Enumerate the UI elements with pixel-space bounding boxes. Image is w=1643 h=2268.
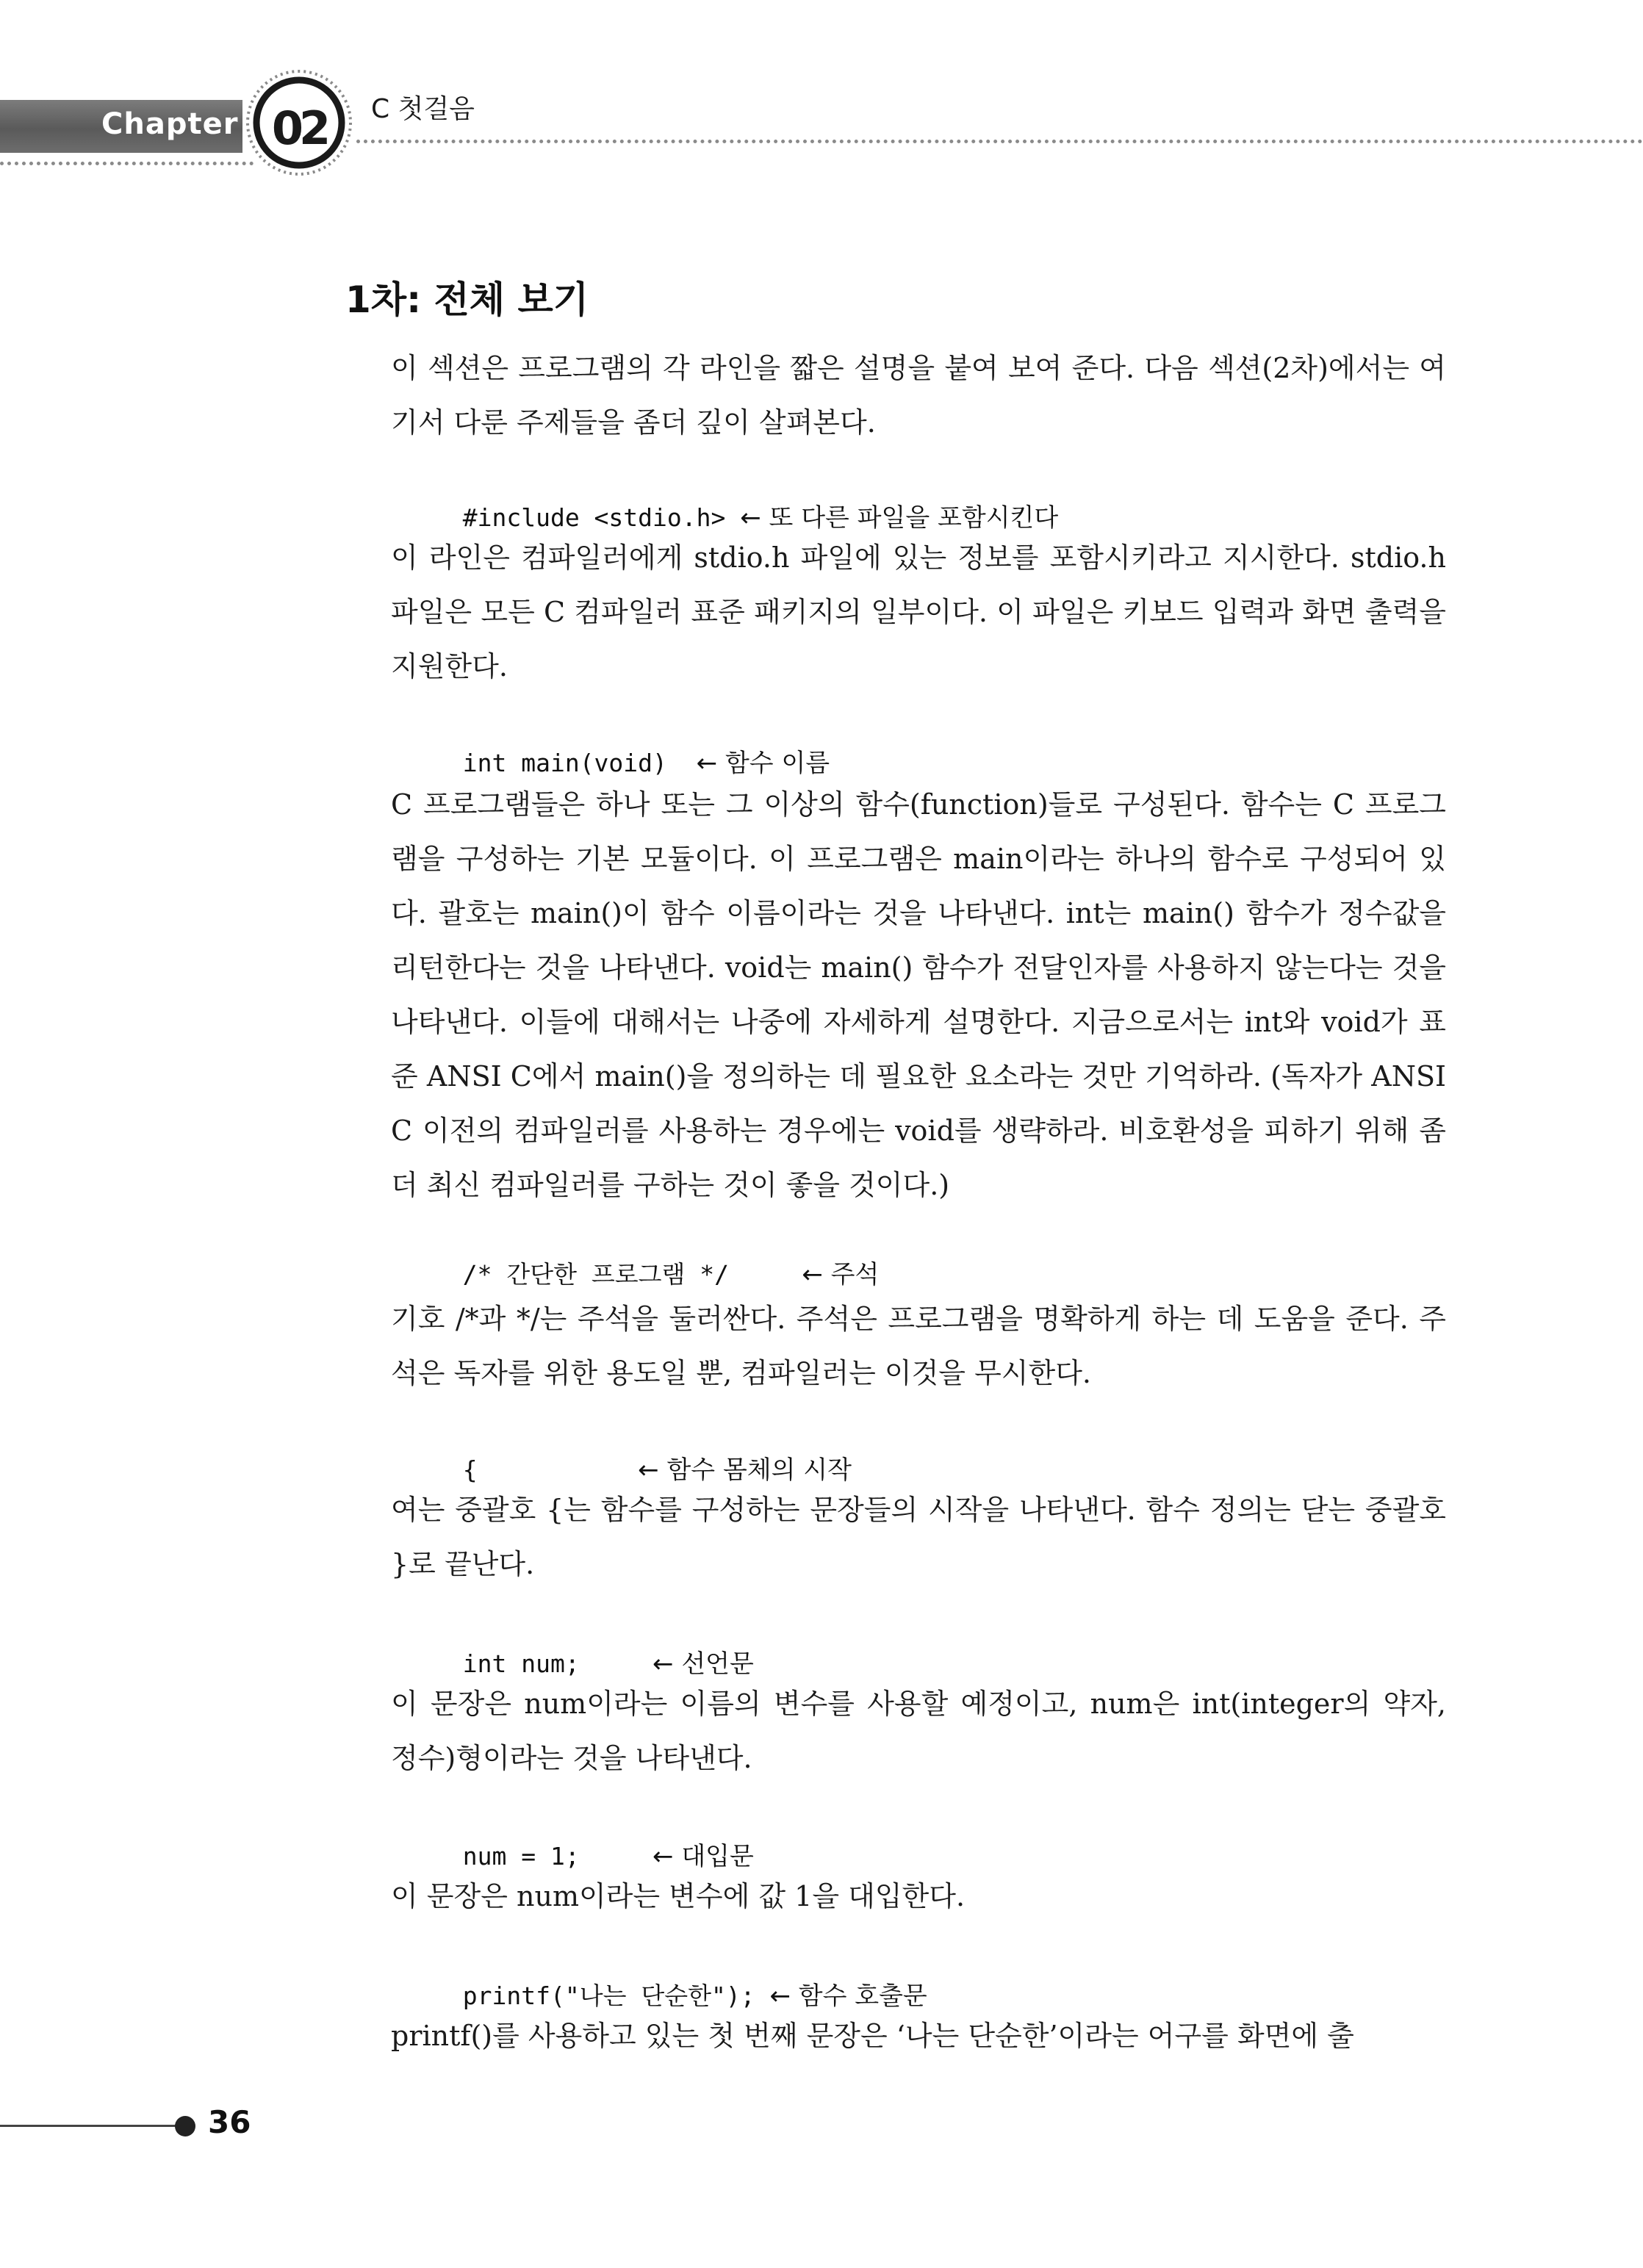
code-text: num = 1; (462, 1842, 580, 1871)
code-line-printf (434, 1947, 927, 2012)
code-line-include (434, 469, 1058, 533)
section-title: 1차: 전체 보기 (345, 278, 589, 321)
code-text: #include <stdio.h> (462, 503, 726, 532)
chapter-label: Chapter (101, 107, 239, 141)
code-text: /* 간단한 프로그램 */ (462, 1260, 729, 1289)
code-annotation: ← 선언문 (652, 1649, 754, 1679)
code-annotation: ← 주석 (802, 1260, 880, 1289)
footer-bullet-icon (175, 2116, 195, 2136)
page-number: 36 (208, 2104, 251, 2140)
paragraph-intro: 이 섹션은 프로그램의 각 라인을 짧은 설명을 붙여 보여 준다. 다음 섹션(2차)에서는 여기서 다룬 주제들을 좀더 깊이 살펴본다. (391, 352, 1446, 439)
code-annotation: ← 또 다른 파일을 포함시킨다 (740, 503, 1059, 533)
code-text: int num; (462, 1649, 580, 1678)
code-text: { (462, 1455, 478, 1484)
code-annotation: ← 함수 이름 (696, 749, 830, 778)
code-line-assignment (434, 1807, 754, 1872)
footer-rule (0, 2125, 180, 2127)
code-line-comment (434, 1225, 879, 1290)
paragraph-printf: printf()를 사용하고 있는 첫 번째 문장은 ‘나는 단순한’이라는 어구를 화면에 출 (391, 2020, 1354, 2052)
header-dotted-rule-left (0, 162, 254, 165)
paragraph-assignment: 이 문장은 num이라는 변수에 값 1을 대입한다. (391, 1880, 966, 1912)
code-line-open-brace (434, 1421, 852, 1486)
header-dotted-rule-right (356, 140, 1643, 143)
paragraph-stdio: 이 라인은 컴파일러에게 stdio.h 파일에 있는 정보를 포함시키라고 지시한다. stdio.h 파일은 모든 C 컴파일러 표준 패키지의 일부이다. 이 파일은 키보드 입력과 화면 출력을 지원한다. (391, 541, 1446, 683)
code-annotation: ← 대입문 (652, 1842, 754, 1871)
chapter-number: 02 (271, 101, 327, 155)
code-text: printf("나는 단순한"); (462, 1981, 755, 2010)
paragraph-braces: 여는 중괄호 {는 함수를 구성하는 문장들의 시작을 나타낸다. 함수 정의는 닫는 중괄호 }로 끝난다. (391, 1494, 1446, 1580)
chapter-title: C 첫걸음 (371, 94, 475, 124)
code-line-main (434, 714, 830, 779)
code-line-declaration (434, 1615, 754, 1680)
paragraph-functions: C 프로그램들은 하나 또는 그 이상의 함수(function)들로 구성된다. 함수는 C 프로그램을 구성하는 기본 모듈이다. 이 프로그램은 main이라는 하나의 함수로 구성되어 있다. 괄호는 main()이 함수 이름이라는 것을 나타낸다. int는 main() 함수가 정수값을 리턴한다는 것을 나타낸다. void는 main() 함수가 전달인자를 사용하지 않는다는 것을 나타낸다. 이들에 대해서는 나중에 자세하게 설명한다. 지금으로서는 int와 void가 표준 ANSI C에서 main()을 정의하는 데 필요한 요소라는 것만 기억하라. (독자가 ANSI C 이전의 컴파일러를 사용하는 경우에는 void를 생략하라. 비호환성을 피하기 위해 좀더 최신 컴파일러를 구하는 것이 좋을 것이다.) (391, 788, 1446, 1201)
code-text: int main(void) (462, 749, 667, 777)
paragraph-comments: 기호 /*과 */는 주석을 둘러싼다. 주석은 프로그램을 명확하게 하는 데 도움을 준다. 주석은 독자를 위한 용도일 뿐, 컴파일러는 이것을 무시한다. (391, 1303, 1446, 1389)
code-annotation: ← 함수 호출문 (769, 1981, 927, 2011)
paragraph-declaration: 이 문장은 num이라는 이름의 변수를 사용할 예정이고, num은 int(integer의 약자, 정수)형이라는 것을 나타낸다. (391, 1688, 1446, 1774)
code-annotation: ← 함수 몸체의 시작 (638, 1455, 852, 1485)
